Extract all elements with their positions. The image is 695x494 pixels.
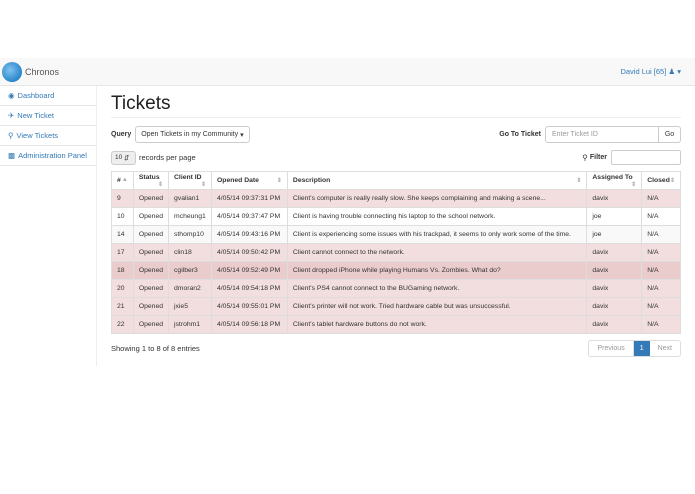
sort-icon: ⇕ — [631, 181, 637, 188]
column-header-number[interactable] — [112, 172, 134, 190]
table-cell: Client's computer is really really slow. She keeps complaining and making a scene... — [287, 190, 586, 208]
records-label: records per page — [139, 153, 196, 162]
table-cell: 20 — [112, 280, 134, 298]
table-cell: Client's PS4 cannot connect to the BUGaming network. — [287, 280, 586, 298]
brand-name: Chronos — [25, 66, 60, 77]
table-cell: N/A — [642, 298, 681, 316]
table-cell: 9 — [112, 190, 134, 208]
header-label: Opened Date — [217, 177, 259, 184]
sort-icon: ⇕ — [157, 181, 164, 188]
table-cell: Client cannot connect to the network. — [287, 244, 586, 262]
page-title: Tickets — [111, 93, 171, 114]
filter-label: Filter — [589, 154, 607, 161]
table-cell: Opened — [133, 262, 168, 280]
table-info: Showing 1 to 8 of 8 entries — [111, 344, 200, 353]
user-name: David Lui [65] — [620, 67, 667, 76]
table-cell: 4/05/14 09:37:31 PM — [212, 190, 288, 208]
lock-icon: ▩ — [8, 151, 16, 160]
table-cell: Opened — [133, 316, 168, 334]
table-cell: joe — [587, 226, 642, 244]
table-cell: 21 — [112, 298, 134, 316]
table-cell: Opened — [133, 298, 168, 316]
sidebar-item-view-tickets[interactable] — [0, 126, 96, 146]
tickets-table — [111, 171, 681, 334]
table-cell: 4/05/14 09:37:47 PM — [212, 208, 288, 226]
search-icon: ⚲ — [8, 131, 14, 140]
filter-input[interactable] — [611, 150, 681, 165]
query-label: Query — [111, 131, 132, 138]
table-cell: Opened — [133, 280, 168, 298]
table-cell: 4/05/14 09:56:18 PM — [212, 316, 288, 334]
query-value: Open Tickets in my Community — [141, 131, 239, 138]
plane-icon: ✈ — [8, 111, 15, 120]
table-cell: jxie5 — [169, 298, 212, 316]
table-cell: Opened — [133, 208, 168, 226]
table-cell: Opened — [133, 244, 168, 262]
sidebar-item-label: Dashboard — [17, 91, 55, 100]
table-cell: 4/05/14 09:54:18 PM — [212, 280, 288, 298]
table-cell: davix — [587, 316, 642, 334]
table-cell: Opened — [133, 226, 168, 244]
table-cell: clin18 — [169, 244, 212, 262]
table-row[interactable] — [112, 316, 681, 334]
sort-icon: ⇕ — [276, 178, 282, 184]
pagination — [588, 340, 681, 357]
table-cell: 22 — [112, 316, 134, 334]
go-button[interactable]: Go — [659, 126, 681, 143]
header-label: Closed — [647, 177, 670, 184]
caret-down-icon: ▾ — [677, 67, 681, 76]
sidebar — [0, 86, 97, 366]
header-label: Assigned To — [592, 173, 633, 181]
table-cell: davix — [587, 190, 642, 208]
goto-label: Go To Ticket — [499, 131, 541, 138]
table-cell: cgilber3 — [169, 262, 212, 280]
table-cell: 18 — [112, 262, 134, 280]
header-label: Description — [292, 177, 331, 184]
header-label: Client ID — [174, 173, 202, 181]
table-cell: Client's printer will not work. Tried hardware cable but was unsuccessful. — [287, 298, 586, 316]
user-icon: ♟ — [668, 67, 676, 76]
table-cell: dmoran2 — [169, 280, 212, 298]
table-cell: N/A — [642, 280, 681, 298]
search-icon: ⚲ — [582, 153, 588, 162]
table-row[interactable] — [112, 298, 681, 316]
sort-icon: ⇕ — [576, 178, 582, 184]
table-cell: davix — [587, 280, 642, 298]
navbar — [0, 58, 695, 86]
page-size-select[interactable]: 10 ⇵ — [111, 151, 136, 165]
header-label: # — [117, 177, 121, 184]
previous-button[interactable]: Previous — [589, 341, 633, 356]
user-menu[interactable] — [620, 67, 681, 76]
table-cell: Opened — [133, 190, 168, 208]
table-cell: gvalian1 — [169, 190, 212, 208]
table-row[interactable] — [112, 262, 681, 280]
sidebar-item-new-ticket[interactable] — [0, 106, 96, 126]
table-cell: 4/05/14 09:50:42 PM — [212, 244, 288, 262]
table-row[interactable] — [112, 190, 681, 208]
query-dropdown[interactable] — [135, 126, 249, 143]
table-cell: sthomp10 — [169, 226, 212, 244]
brand-link[interactable] — [2, 62, 59, 82]
table-cell: jstrohm1 — [169, 316, 212, 334]
chronos-logo — [2, 62, 22, 82]
table-cell: mcheung1 — [169, 208, 212, 226]
sidebar-item-dashboard[interactable] — [0, 86, 96, 106]
table-cell: N/A — [642, 316, 681, 334]
sidebar-item-administration-panel[interactable] — [0, 146, 96, 166]
table-cell: Client dropped iPhone while playing Humans Vs. Zombies. What do? — [287, 262, 586, 280]
table-cell: N/A — [642, 244, 681, 262]
table-row[interactable] — [112, 208, 681, 226]
page-1-button[interactable]: 1 — [634, 341, 650, 356]
column-header-assigned-to[interactable] — [587, 172, 642, 190]
table-row[interactable] — [112, 226, 681, 244]
table-cell: 4/05/14 09:52:49 PM — [212, 262, 288, 280]
divider — [111, 117, 681, 118]
next-button[interactable]: Next — [657, 345, 672, 352]
sort-icon: ⇕ — [200, 181, 206, 188]
sort-asc-icon: ▲ — [121, 177, 128, 183]
caret-down-icon: ▾ — [240, 131, 244, 139]
column-header-status[interactable] — [133, 172, 168, 190]
header-label: Status — [138, 173, 160, 181]
table-cell: N/A — [642, 226, 681, 244]
table-row[interactable] — [112, 244, 681, 262]
table-cell: Client is having trouble connecting his laptop to the school network. — [287, 208, 586, 226]
main-content — [111, 86, 681, 357]
dashboard-icon: ◉ — [8, 91, 15, 100]
table-cell: Client is experiencing some issues with his trackpad, it seems to only work some of the time. — [287, 226, 586, 244]
table-cell: davix — [587, 262, 642, 280]
sidebar-item-label: View Tickets — [16, 131, 59, 140]
table-cell: davix — [587, 298, 642, 316]
table-cell: 4/05/14 09:43:16 PM — [212, 226, 288, 244]
table-cell: 14 — [112, 226, 134, 244]
table-cell: davix — [587, 244, 642, 262]
table-cell: N/A — [642, 190, 681, 208]
table-cell: 10 — [112, 208, 134, 226]
page-size-value: 10 — [115, 154, 123, 161]
table-cell: N/A — [642, 208, 681, 226]
table-cell: Client's tablet hardware buttons do not work. — [287, 316, 586, 334]
table-cell: 17 — [112, 244, 134, 262]
table-row[interactable] — [112, 280, 681, 298]
ticket-id-input[interactable]: Enter Ticket ID — [545, 126, 659, 143]
column-header-closed[interactable] — [642, 172, 681, 190]
sort-icon: ⇕ — [669, 178, 675, 184]
sidebar-item-label: New Ticket — [17, 111, 54, 120]
table-cell: joe — [587, 208, 642, 226]
table-cell: 4/05/14 09:55:01 PM — [212, 298, 288, 316]
column-header-opened-date[interactable] — [212, 172, 288, 190]
table-cell: N/A — [642, 262, 681, 280]
sidebar-item-label: Administration Panel — [18, 151, 87, 160]
column-header-client-id[interactable] — [169, 172, 212, 190]
column-header-description[interactable] — [287, 172, 586, 190]
